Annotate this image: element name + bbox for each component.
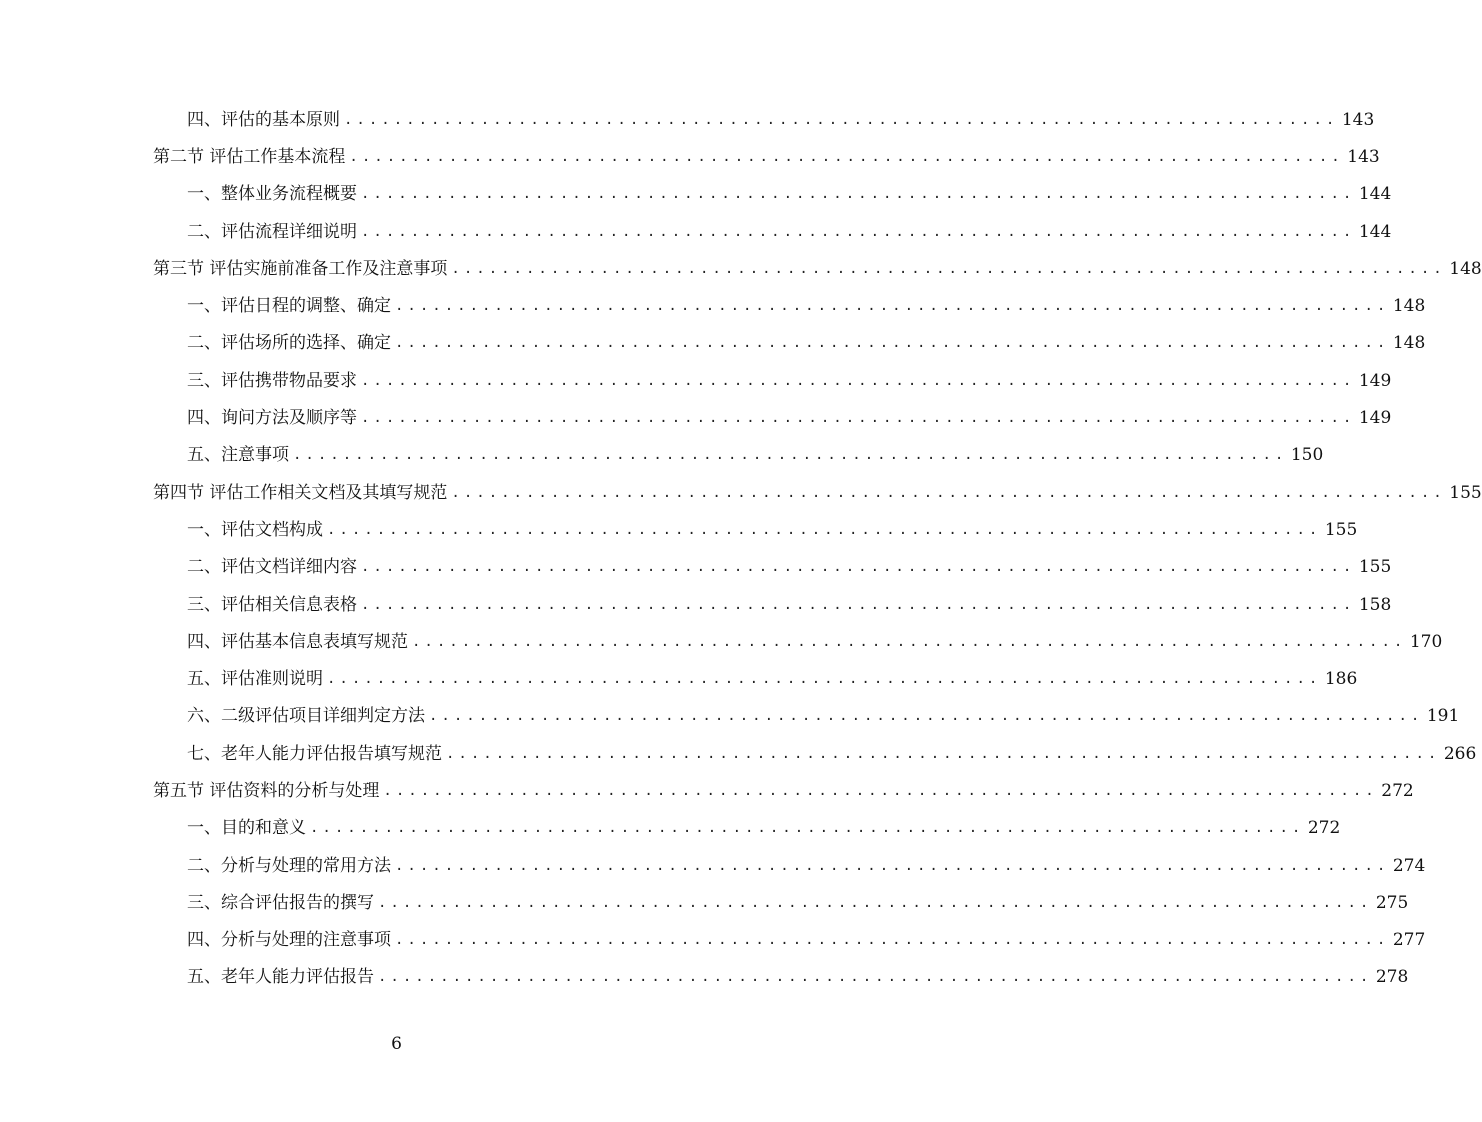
toc-entry-page: 158 (1358, 594, 1392, 615)
toc-dot-leader: ................................................................................ (344, 111, 1339, 128)
toc-entry-page: 155 (1449, 482, 1482, 503)
toc-entry-title: 一、整体业务流程概要 (187, 184, 357, 205)
toc-entry-title: 六、二级评估项目详细判定方法 (187, 706, 425, 727)
toc-entry-page: 143 (1341, 109, 1375, 130)
toc-entry-page: 272 (1307, 818, 1341, 839)
toc-entry-title: 第二节 评估工作基本流程 (153, 146, 346, 167)
toc-entry-page: 149 (1358, 408, 1392, 429)
toc-entry-title: 五、老年人能力评估报告 (187, 967, 374, 988)
toc-dot-leader: ................................................................................ (395, 932, 1390, 949)
toc-dot-leader: ................................................................................ (310, 820, 1305, 837)
toc-subsection-entry[interactable] (0, 287, 1426, 324)
toc-entry-title: 三、评估相关信息表格 (187, 594, 357, 615)
toc-subsection-entry[interactable] (0, 623, 1443, 660)
toc-entry-page: 274 (1392, 855, 1426, 876)
toc-section-entry[interactable] (0, 250, 1482, 287)
toc-subsection-entry[interactable] (0, 586, 1392, 623)
toc-dot-leader: ................................................................................ (361, 596, 1356, 613)
toc-entry-page: 144 (1358, 221, 1392, 242)
toc-entry-title: 二、评估场所的选择、确定 (187, 333, 391, 354)
toc-dot-leader: ................................................................................ (361, 186, 1356, 203)
toc-entry-title: 四、评估的基本原则 (187, 109, 340, 130)
toc-subsection-entry[interactable] (0, 810, 1341, 847)
toc-dot-leader: ................................................................................ (395, 298, 1390, 315)
toc-entry-page: 277 (1392, 930, 1426, 951)
toc-dot-leader: ................................................................................ (378, 969, 1373, 986)
toc-entry-page: 266 (1443, 743, 1477, 764)
toc-section-entry[interactable] (0, 772, 1414, 809)
toc-subsection-entry[interactable] (0, 176, 1392, 213)
toc-entry-title: 二、评估文档详细内容 (187, 557, 357, 578)
toc-dot-leader: ................................................................................ (378, 894, 1373, 911)
toc-dot-leader: ................................................................................ (446, 745, 1441, 762)
toc-entry-page: 144 (1358, 184, 1392, 205)
toc-entry-title: 五、评估准则说明 (187, 669, 323, 690)
toc-entry-title: 五、注意事项 (187, 445, 289, 466)
toc-entry-page: 149 (1358, 370, 1392, 391)
toc-entry-title: 三、综合评估报告的撰写 (187, 892, 374, 913)
toc-entry-title: 第四节 评估工作相关文档及其填写规范 (153, 482, 448, 503)
toc-entry-title: 一、评估日程的调整、确定 (187, 296, 391, 317)
toc-entry-page: 170 (1409, 631, 1443, 652)
toc-entry-title: 三、评估携带物品要求 (187, 370, 357, 391)
toc-dot-leader: ................................................................................ (395, 335, 1390, 352)
toc-dot-leader: ................................................................................ (451, 260, 1446, 277)
table-of-contents (0, 101, 1482, 996)
toc-dot-leader: ................................................................................ (327, 671, 1322, 688)
toc-entry-title: 四、询问方法及顺序等 (187, 408, 357, 429)
toc-dot-leader: ................................................................................ (395, 857, 1390, 874)
toc-subsection-entry[interactable] (0, 437, 1324, 474)
toc-entry-page: 155 (1324, 519, 1358, 540)
toc-entry-title: 二、评估流程详细说明 (187, 221, 357, 242)
toc-entry-title: 一、评估文档构成 (187, 519, 323, 540)
toc-entry-title: 第三节 评估实施前准备工作及注意事项 (153, 258, 448, 279)
page-number: 6 (391, 1034, 402, 1054)
toc-entry-page: 186 (1324, 669, 1358, 690)
toc-dot-leader: ................................................................................ (361, 559, 1356, 576)
toc-subsection-entry[interactable] (0, 511, 1358, 548)
toc-section-entry[interactable] (0, 474, 1482, 511)
toc-subsection-entry[interactable] (0, 922, 1426, 959)
toc-entry-page: 155 (1358, 557, 1392, 578)
toc-dot-leader: ................................................................................ (293, 447, 1288, 464)
toc-entry-title: 二、分析与处理的常用方法 (187, 855, 391, 876)
toc-entry-page: 278 (1375, 967, 1409, 988)
toc-entry-title: 四、分析与处理的注意事项 (187, 930, 391, 951)
toc-subsection-entry[interactable] (0, 884, 1409, 921)
toc-subsection-entry[interactable] (0, 735, 1477, 772)
toc-dot-leader: ................................................................................ (412, 633, 1407, 650)
toc-dot-leader: ................................................................................ (451, 484, 1446, 501)
toc-entry-page: 148 (1392, 333, 1426, 354)
toc-subsection-entry[interactable] (0, 325, 1426, 362)
toc-dot-leader: ................................................................................ (383, 782, 1378, 799)
toc-subsection-entry[interactable] (0, 399, 1392, 436)
toc-subsection-entry[interactable] (0, 549, 1392, 586)
toc-subsection-entry[interactable] (0, 213, 1392, 250)
toc-entry-page: 148 (1392, 296, 1426, 317)
toc-subsection-entry[interactable] (0, 847, 1426, 884)
toc-entry-title: 四、评估基本信息表填写规范 (187, 631, 408, 652)
toc-dot-leader: ................................................................................ (361, 223, 1356, 240)
toc-dot-leader: ................................................................................ (327, 521, 1322, 538)
toc-subsection-entry[interactable] (0, 362, 1392, 399)
toc-dot-leader: ................................................................................ (361, 410, 1356, 427)
toc-entry-title: 七、老年人能力评估报告填写规范 (187, 743, 442, 764)
toc-dot-leader: ................................................................................ (361, 372, 1356, 389)
toc-entry-page: 191 (1426, 706, 1460, 727)
toc-entry-page: 143 (1347, 146, 1380, 167)
toc-entry-page: 275 (1375, 892, 1409, 913)
toc-entry-title: 一、目的和意义 (187, 818, 306, 839)
toc-subsection-entry[interactable] (0, 660, 1358, 697)
toc-entry-page: 148 (1449, 258, 1482, 279)
toc-entry-title: 第五节 评估资料的分析与处理 (153, 780, 380, 801)
toc-subsection-entry[interactable] (0, 101, 1375, 138)
toc-entry-page: 150 (1290, 445, 1324, 466)
toc-subsection-entry[interactable] (0, 698, 1460, 735)
toc-dot-leader: ................................................................................ (349, 148, 1344, 165)
toc-section-entry[interactable] (0, 138, 1380, 175)
toc-dot-leader: ................................................................................ (429, 708, 1424, 725)
toc-entry-page: 272 (1381, 780, 1414, 801)
toc-subsection-entry[interactable] (0, 959, 1409, 996)
